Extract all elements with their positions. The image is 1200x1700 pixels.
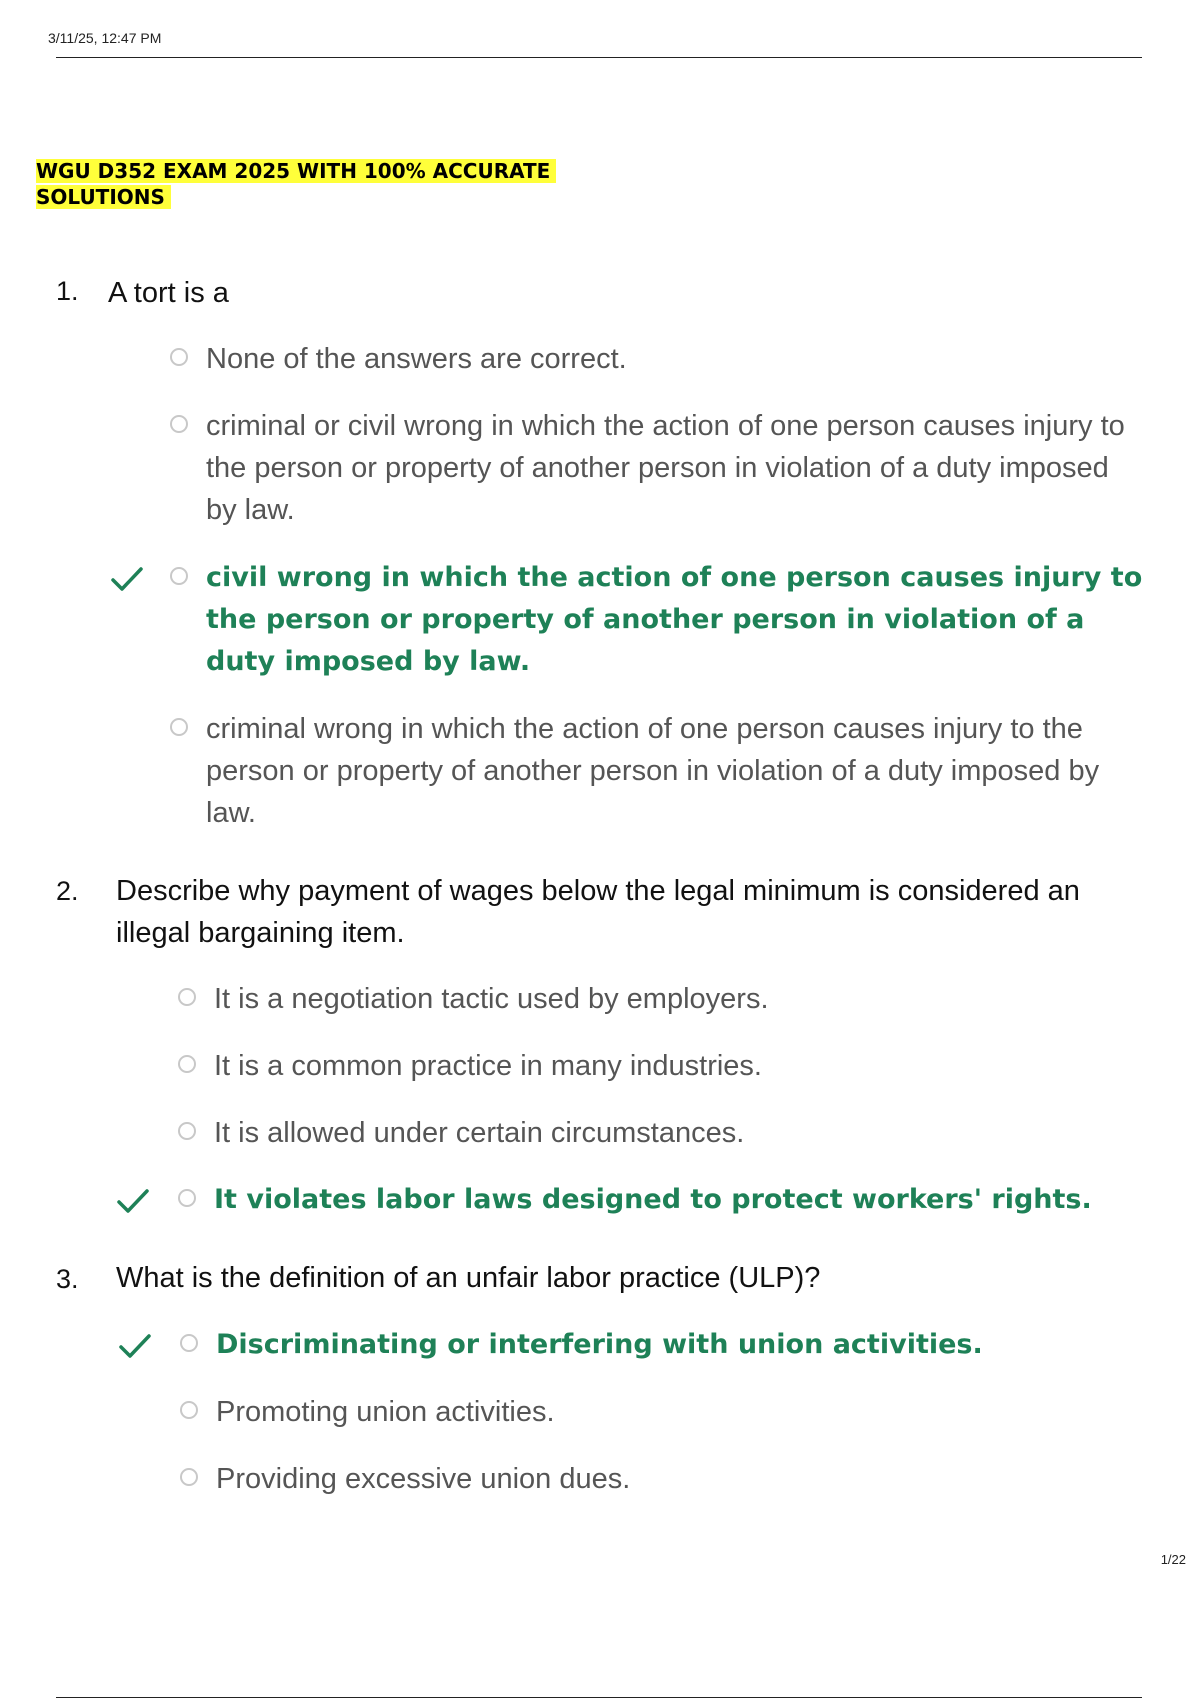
question-text: What is the definition of an unfair labor practice (ULP)?: [116, 1262, 821, 1294]
footer-divider: [56, 1697, 1142, 1698]
answer-text: Providing excessive union dues.: [216, 1463, 631, 1495]
question-number: 2.: [56, 876, 79, 906]
radio-icon[interactable]: [178, 1122, 196, 1140]
correct-check-icon: [116, 1187, 150, 1215]
radio-icon[interactable]: [170, 348, 188, 366]
question-number: 1.: [56, 276, 79, 306]
answer-text: criminal wrong in which the action of one person causes injury to the person or property of another person in violation of a duty imposed by law.: [206, 713, 1100, 829]
radio-icon[interactable]: [178, 988, 196, 1006]
header-divider: [56, 57, 1142, 58]
answer-text: Promoting union activities.: [216, 1396, 555, 1428]
answer-text: It is allowed under certain circumstances.: [214, 1117, 745, 1149]
title-line-2: SOLUTIONS: [36, 185, 171, 209]
answer-text: criminal or civil wrong in which the action of one person causes injury to the person or property of another person in violation of a duty imposed by law.: [206, 410, 1125, 526]
print-timestamp: 3/11/25, 12:47 PM: [48, 30, 162, 46]
radio-icon[interactable]: [178, 1189, 196, 1207]
answer-text: It is a common practice in many industries.: [214, 1050, 762, 1082]
correct-check-icon: [110, 565, 144, 593]
answer-text: It is a negotiation tactic used by employers.: [214, 983, 769, 1015]
answer-text: Discriminating or interfering with union activities.: [216, 1329, 983, 1360]
radio-icon[interactable]: [170, 415, 188, 433]
question-number: 3.: [56, 1264, 79, 1294]
answer-text: None of the answers are correct.: [206, 343, 627, 375]
document-title: [36, 158, 556, 210]
radio-icon[interactable]: [180, 1334, 198, 1352]
answer-text: It violates labor laws designed to protect workers' rights.: [214, 1184, 1092, 1215]
radio-icon[interactable]: [170, 567, 188, 585]
radio-icon[interactable]: [180, 1401, 198, 1419]
radio-icon[interactable]: [170, 718, 188, 736]
question-text: A tort is a: [108, 277, 229, 309]
title-line-1: WGU D352 EXAM 2025 WITH 100% ACCURATE: [36, 159, 556, 183]
radio-icon[interactable]: [180, 1468, 198, 1486]
correct-check-icon: [118, 1332, 152, 1360]
radio-icon[interactable]: [178, 1055, 196, 1073]
answer-text: civil wrong in which the action of one person causes injury to the person or property of another person in violation of a duty imposed by law.: [206, 562, 1143, 677]
question-text: Describe why payment of wages below the legal minimum is considered an illegal bargaining item.: [116, 875, 1080, 949]
page-number: 1/22: [1160, 1552, 1186, 1567]
